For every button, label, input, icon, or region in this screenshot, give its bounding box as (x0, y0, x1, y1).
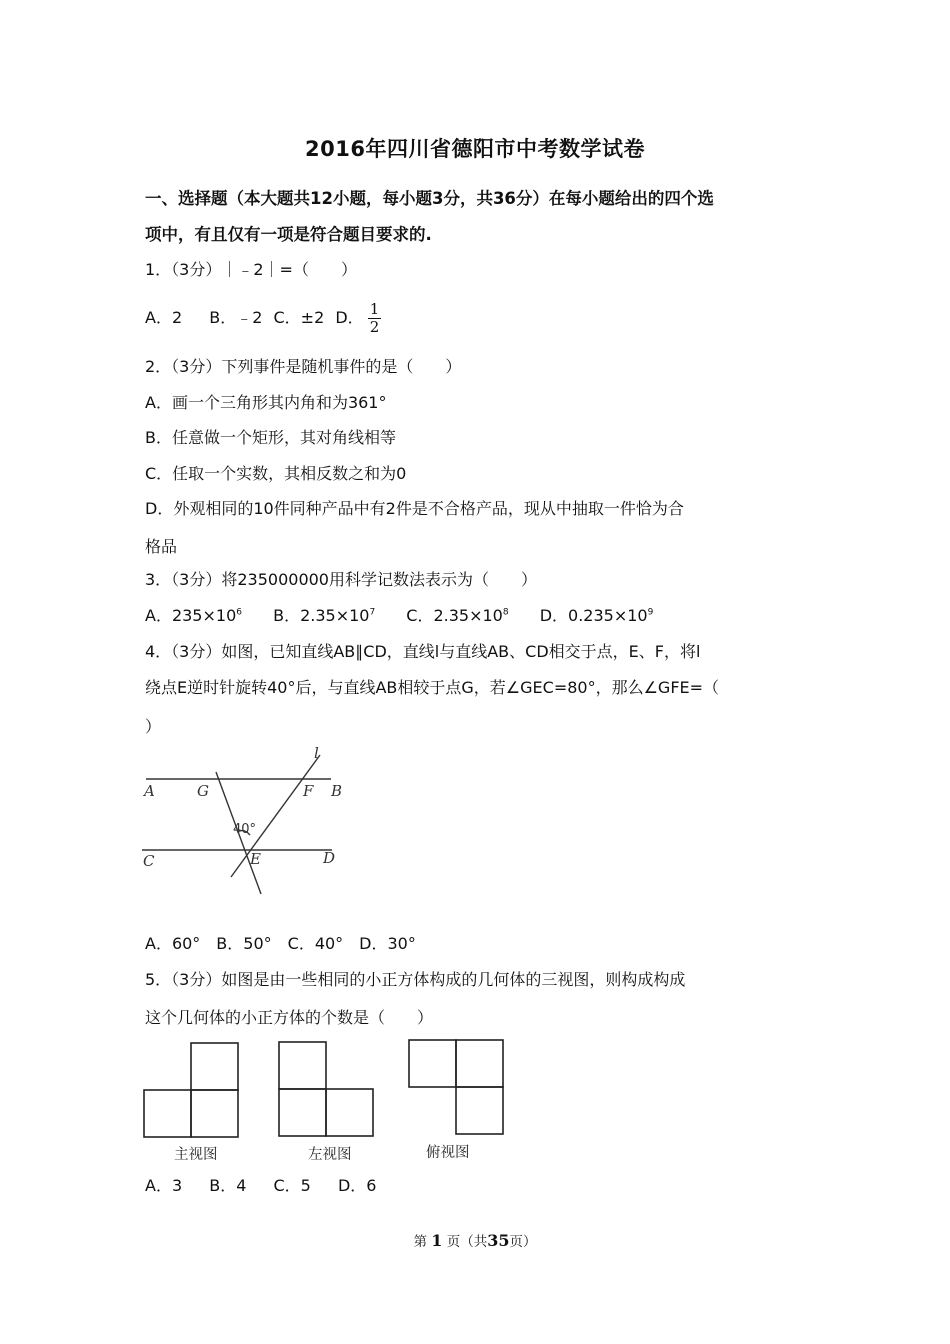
q4-stem-line-3: ） (145, 717, 162, 736)
q5-option-d: D．6 (337, 1176, 377, 1195)
label-l: l (314, 744, 319, 762)
q4-stem-line-1: 4．（3分）如图，已知直线AB∥CD，直线l与直线AB、CD相交于点，E、F，将l (145, 642, 701, 661)
top-view-drawing (409, 1040, 503, 1134)
q5-option-a: A．3 (145, 1176, 183, 1195)
front-view-drawing (144, 1043, 238, 1137)
footer-suffix: 页） (509, 1234, 537, 1250)
fraction-denominator: 2 (369, 318, 380, 336)
page-title: 2016年四川省德阳市中考数学试卷 (305, 137, 645, 161)
q1-option-b: B．﹣2 (209, 308, 263, 327)
q3-option-c-base: C．2.35×10 (406, 606, 503, 625)
label-d: D (323, 849, 336, 867)
fraction-numerator: 1 (369, 300, 380, 318)
footer-middle: 页（共 (446, 1234, 488, 1250)
q3-stem: 3．（3分）将235000000用科学记数法表示为（ ） (145, 570, 537, 589)
q3-option-d-exponent: 9 (647, 607, 654, 618)
q3-option-d (540, 604, 654, 628)
q3-option-c (406, 604, 508, 628)
q3-option-c-exponent: 8 (502, 607, 509, 618)
front-view-caption: 主视图 (174, 1147, 218, 1163)
footer-page-number: 1 (431, 1231, 443, 1250)
q5-options (145, 1174, 376, 1198)
q5-option-c: C．5 (273, 1176, 311, 1195)
label-g: G (197, 782, 209, 800)
q1-option-c: C．±2 (273, 308, 325, 327)
footer-prefix: 第 (413, 1234, 427, 1250)
label-b: B (331, 782, 343, 800)
q2-option-b: B．任意做一个矩形，其对角线相等 (145, 428, 396, 447)
q3-option-b-exponent: 7 (369, 607, 376, 618)
left-view-drawing (279, 1042, 373, 1136)
label-e: E (250, 850, 261, 868)
footer-total-pages: 35 (487, 1231, 510, 1250)
label-a: A (144, 782, 155, 800)
section-heading-line-2: 项中，有且仅有一项是符合题目要求的. (145, 225, 432, 244)
q1-option-d-prefix: D． (335, 308, 364, 327)
q3-option-b (273, 604, 375, 628)
q4-stem-line-2: 绕点E逆时针旋转40°后，与直线AB相较于点G，若∠GEC=80°，那么∠GFE=（ (145, 678, 720, 697)
section-heading (145, 181, 810, 253)
q3-option-a-base: A．235×10 (145, 606, 237, 625)
label-f: F (303, 782, 314, 800)
q2-option-d-line-2: 格品 (145, 537, 178, 556)
q2-option-d-line-1: D．外观相同的10件同种产品中有2件是不合格产品，现从中抽取一件恰为合 (145, 499, 684, 518)
line-l (231, 755, 320, 877)
q1-option-a: A．2 (145, 308, 183, 327)
q2-option-a: A．画一个三角形其内角和为361° (145, 393, 387, 412)
q3-options (145, 604, 653, 628)
q5-option-b: B．4 (209, 1176, 247, 1195)
page-footer (0, 1230, 950, 1250)
q3-option-a (145, 604, 242, 628)
left-view-caption: 左视图 (308, 1147, 352, 1163)
q3-option-a-exponent: 6 (236, 607, 242, 618)
q2-option-c: C．任取一个实数，其相反数之和为0 (145, 464, 407, 483)
q4-geometry-figure (140, 740, 360, 900)
q3-option-b-base: B．2.35×10 (273, 606, 370, 625)
q4-options: A．60° B．50° C．40° D．30° (145, 934, 416, 953)
q3-option-d-base: D．0.235×10 (539, 606, 648, 625)
q1-options (145, 300, 381, 336)
top-view-caption: 俯视图 (426, 1145, 470, 1161)
section-heading-line-1: 一、选择题（本大题共12小题，每小题3分，共36分）在每小题给出的四个选 (145, 189, 714, 208)
label-angle-40: 40° (233, 822, 257, 837)
label-c: C (143, 852, 155, 870)
q1-option-d-fraction (368, 301, 382, 336)
q5-stem-line-2: 这个几何体的小正方体的个数是（ ） (145, 1008, 434, 1027)
q1-option-d (335, 300, 381, 336)
q5-stem-line-1: 5．（3分）如图是由一些相同的小正方体构成的几何体的三视图，则构成构成 (145, 970, 686, 989)
q2-stem: 2．（3分）下列事件是随机事件的是（ ） (145, 357, 462, 376)
q1-stem: 1．（3分）｜﹣2｜=（ ） (145, 260, 357, 279)
